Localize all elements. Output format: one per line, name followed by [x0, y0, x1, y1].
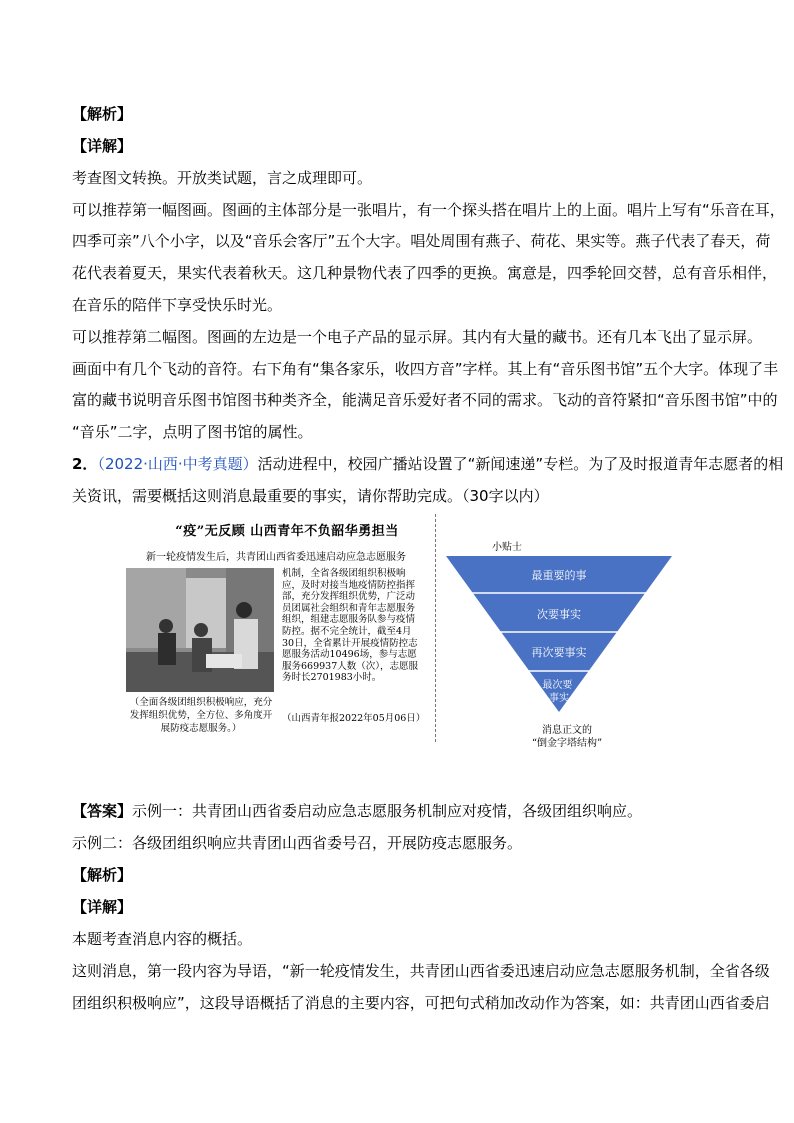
pyramid-caption [512, 724, 622, 750]
text-segment: 示例二：各级团组织响应共青团山西省委号召，开展防疫志愿服务。 [72, 834, 523, 852]
tip-label: 小贴士 [492, 542, 522, 553]
text-segment: 花代表着夏天，果实代表着秋天。这几种景物代表了四季的更换。寓意是，四季轮回交替，总有音乐相伴， [72, 264, 778, 282]
text-segment: 这则消息，第一段内容为导语，“新一轮疫情发生，共青团山西省委迅速启动应急志愿服务机制，全省各级 [72, 962, 770, 980]
text-segment: 可以推荐第一幅图画。图画的主体部分是一张唱片，有一个探头搭在唱片上的上面。唱片上写有“乐音在耳， [72, 201, 785, 219]
text-segment: 画面中有几个飞动的音符。右下角有“集各家乐，收四方音”字样。其上有“音乐图书馆”五个大字。体现了丰 [72, 360, 779, 378]
news-photo [126, 568, 274, 692]
news-lead: 新一轮疫情发生后，共青团山西省委迅速启动应急志愿服务 [146, 552, 406, 563]
pyramid-layer-1: 最重要的事 [531, 569, 587, 582]
text-line [72, 897, 132, 917]
text-line [72, 422, 313, 442]
pyramid-caption-line-1: 消息正文的 [542, 725, 592, 736]
news-body: 机制，全省各级团组织积极响应，及时对接当地疫情防控指挥部，充分发挥组织优势，广泛动员团属社会组织和青年志愿服务组织，组建志愿服务队参与疫情防控。据不完全统计，截至4月30日，全省累计开展疫情防控志愿服务活动10496场，参与志愿服务669937人数（次），志愿服务时长2701983小时。 [282, 568, 419, 684]
news-headline: “疫”无反顾 山西青年不负韶华勇担当 [175, 524, 399, 539]
pyramid-layer-3: 再次要事实 [531, 646, 587, 659]
question-figure [122, 512, 682, 747]
text-segment: 考查图文转换。开放类试题，言之成理即可。 [72, 169, 373, 187]
text-segment: 富的藏书说明音乐图书馆图书种类齐全，能满足音乐爱好者不同的需求。飞动的音符紧扣“音乐图书馆”中的 [72, 391, 778, 409]
text-segment: 团组织积极响应”，这段导语概括了消息的主要内容，可把句式稍加改动作为答案，如：共青团山西省委启 [72, 994, 770, 1012]
pyramid-layer-2: 次要事实 [537, 608, 581, 621]
text-line [72, 801, 642, 821]
text-segment: 本题考查消息内容的概括。 [72, 930, 253, 948]
question-source: （2022·山西·中考真题） [97, 455, 258, 473]
text-line [72, 104, 132, 124]
text-line [72, 833, 522, 853]
text-segment: 可以推荐第二幅图。图画的左边是一个电子产品的显示屏。其内有大量的藏书。还有几本飞出了显示屏。 [72, 328, 763, 346]
text-segment: 关资讯，需要概括这则消息最重要的事实，请你帮助完成。（30字以内） [72, 487, 549, 505]
text-line [72, 136, 132, 156]
pyramid-layer-4: 最次要 事实 [542, 680, 573, 704]
photo-caption: （全面各级团组织积极响应，充分发挥组织优势，全方位、多角度开展防疫志愿服务。） [129, 697, 273, 734]
figure-divider [435, 514, 436, 742]
text-line [72, 486, 549, 506]
text-segment: 在音乐的陪伴下享受快乐时光。 [72, 296, 283, 314]
text-line [72, 295, 282, 315]
text-line [72, 200, 785, 220]
news-source: （山西青年报2022年05月06日） [282, 713, 426, 724]
text-line [72, 168, 372, 188]
text-line [72, 961, 770, 981]
section-marker: 2． [72, 455, 98, 473]
text-line [72, 327, 762, 347]
text-line [72, 454, 783, 474]
text-line [72, 993, 770, 1013]
section-marker: 【答案】 [72, 802, 133, 820]
text-line [72, 359, 778, 379]
pyramid-caption-line-2: “倒金字塔结构” [531, 738, 603, 749]
text-line [72, 231, 770, 251]
section-marker: 【详解】 [72, 898, 133, 916]
text-line [72, 390, 778, 410]
inverted-pyramid-diagram [440, 552, 676, 720]
text-segment: 示例一：共青团山西省委启动应急志愿服务机制应对疫情，各级团组织响应。 [132, 802, 643, 820]
section-marker: 【详解】 [72, 137, 133, 155]
section-marker: 【解析】 [72, 105, 133, 123]
text-segment: “音乐”二字，点明了图书馆的属性。 [72, 423, 313, 441]
text-line [72, 263, 777, 283]
section-marker: 【解析】 [72, 866, 133, 884]
text-segment: 四季可亲”八个小字，以及“音乐会客厅”五个大字。唱处周围有燕子、荷花、果实等。燕子代表了春天，荷 [72, 232, 771, 250]
text-segment: 活动进程中，校园广播站设置了“新闻速递”专栏。为了及时报道青年志愿者的相 [257, 455, 784, 473]
text-line [72, 929, 252, 949]
text-line [72, 865, 132, 885]
